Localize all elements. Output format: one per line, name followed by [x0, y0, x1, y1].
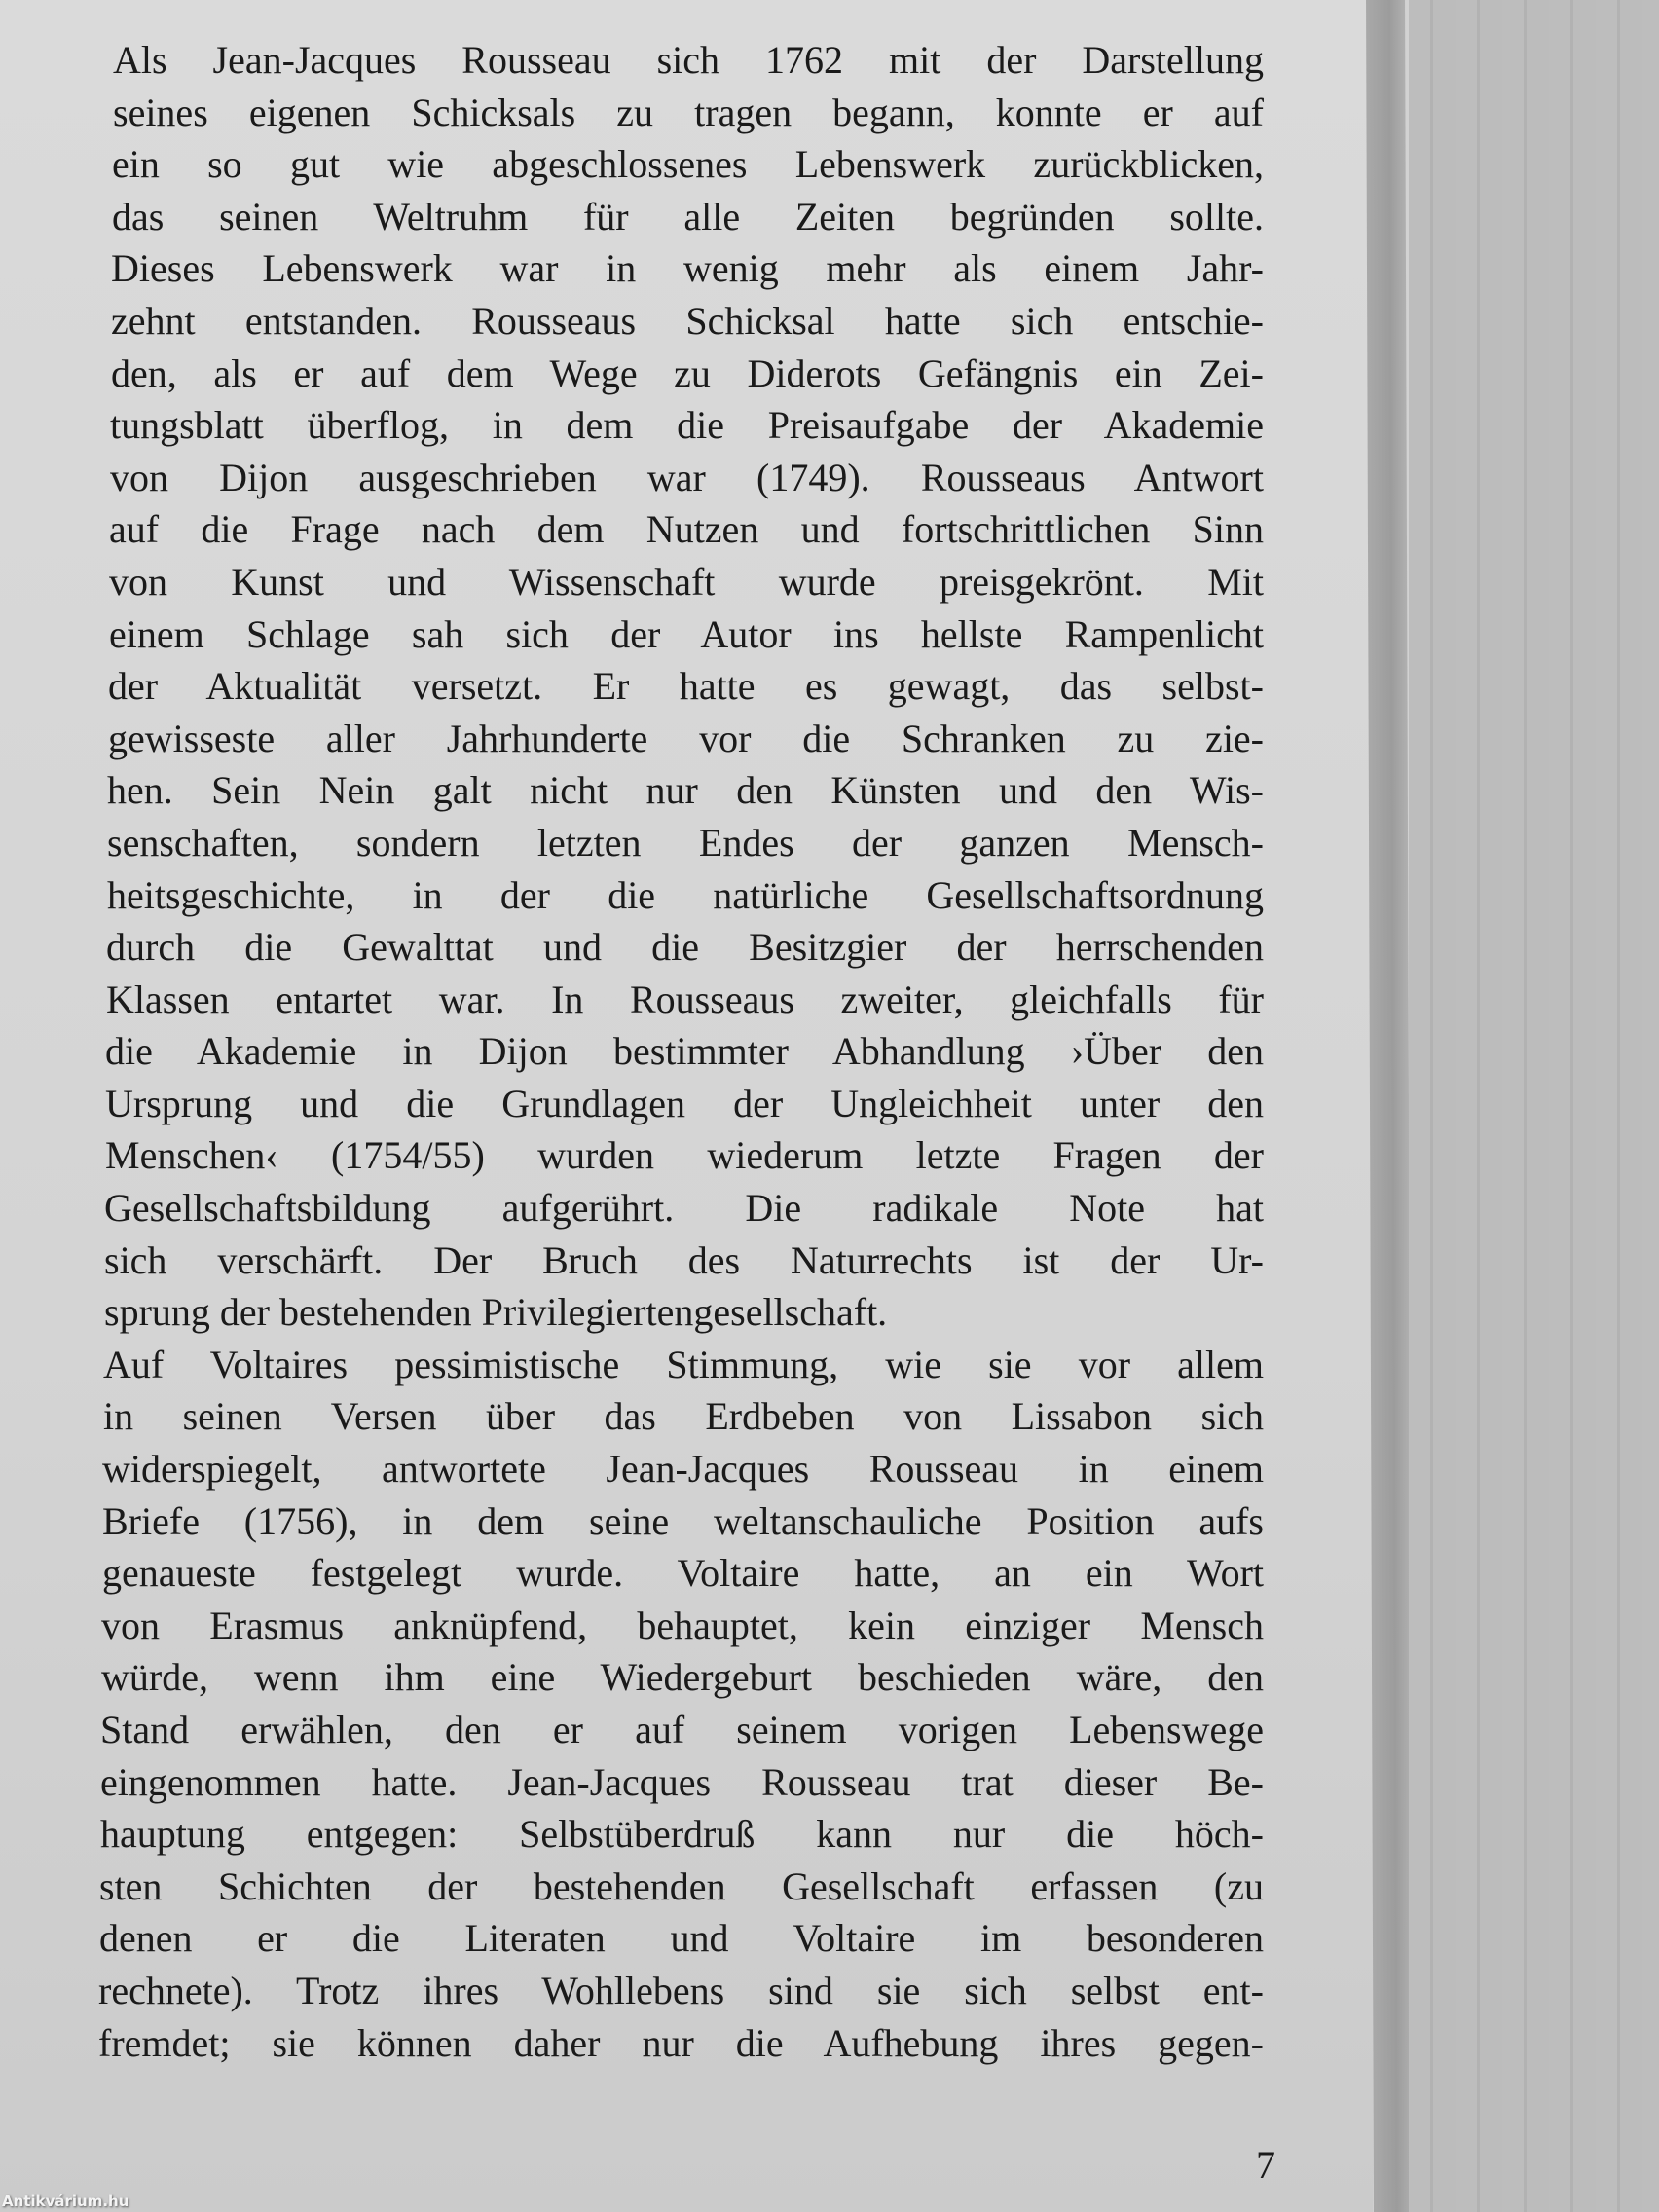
text-line: Dieses Lebenswerk war in wenig mehr als einem Jahr- — [111, 246, 1264, 291]
page-stack-edges — [1409, 0, 1659, 2212]
text-line: das seinen Weltruhm für alle Zeiten begründen sollte. — [112, 194, 1264, 239]
text-line: Ursprung und die Grundlagen der Ungleichheit unter den — [105, 1081, 1264, 1125]
text-line: durch die Gewalttat und die Besitzgier der herrschenden — [106, 925, 1264, 970]
text-line: Auf Voltaires pessimistische Stimmung, wie sie vor allem — [103, 1342, 1264, 1386]
text-line: sten Schichten der bestehenden Gesellschaft erfassen (zu — [99, 1863, 1264, 1908]
text-line: Gesellschaftsbildung aufgerührt. Die radikale Note hat — [104, 1186, 1264, 1231]
text-line: tungsblatt überflog, in dem die Preisaufgabe der Akademie — [110, 403, 1264, 448]
text-line: die Akademie in Dijon bestimmter Abhandlung ›Über den — [105, 1029, 1264, 1074]
watermark: Antikvárium.hu — [2, 2193, 129, 2210]
text-line: sprung der bestehenden Privilegiertengesellschaft. — [104, 1290, 888, 1335]
text-line: Briefe (1756), in dem seine weltanschauliche Position aufs — [102, 1498, 1264, 1543]
text-line: von Erasmus anknüpfend, behauptet, kein einziger Mensch — [101, 1603, 1264, 1647]
text-line: heitsgeschichte, in der die natürliche Gesellschaftsordnung — [107, 872, 1264, 917]
page-number: 7 — [1256, 2143, 1275, 2187]
text-line: widerspiegelt, antwortete Jean-Jacques Rousseau in einem — [102, 1447, 1264, 1492]
text-line: hen. Sein Nein galt nicht nur den Künsten und den Wis- — [107, 768, 1264, 813]
text-line: einem Schlage sah sich der Autor ins hellste Rampenlicht — [109, 611, 1264, 656]
text-line: hauptung entgegen: Selbstüberdruß kann nur die höch- — [100, 1812, 1264, 1857]
text-line: ein so gut wie abgeschlossenes Lebenswerk zurückblicken, — [112, 142, 1264, 187]
book-spine-edge — [1366, 0, 1413, 2212]
text-line: Menschen‹ (1754/55) wurden wiederum letzte Fragen der — [105, 1133, 1264, 1178]
text-line: gewisseste aller Jahrhunderte vor die Schranken zu zie- — [108, 716, 1264, 760]
text-line: von Dijon ausgeschrieben war (1749). Rousseaus Antwort — [110, 455, 1264, 499]
text-line: Stand erwählen, den er auf seinem vorigen Lebenswege — [100, 1708, 1264, 1751]
text-line: sich verschärft. Der Bruch des Naturrechts ist der Ur- — [104, 1237, 1264, 1282]
text-line: genaueste festgelegt wurde. Voltaire hatte, an ein Wort — [102, 1551, 1264, 1596]
text-line: eingenommen hatte. Jean-Jacques Rousseau trat dieser Be- — [100, 1759, 1264, 1804]
text-line: Klassen entartet war. In Rousseaus zweiter, gleichfalls für — [106, 977, 1264, 1021]
body-text — [98, 34, 1264, 2069]
text-line: den, als er auf dem Wege zu Diderots Gefängnis ein Zei- — [111, 350, 1264, 395]
text-line: senschaften, sondern letzten Endes der ganzen Mensch- — [107, 820, 1264, 865]
text-line: denen er die Literaten und Voltaire im besonderen — [99, 1916, 1264, 1961]
text-line: seines eigenen Schicksals zu tragen begann, konnte er auf — [113, 90, 1264, 134]
text-line: von Kunst und Wissenschaft wurde preisgekrönt. Mit — [109, 559, 1264, 604]
text-line: rechnete). Trotz ihres Wohllebens sind sie sich selbst ent- — [98, 1968, 1264, 2012]
text-line: Als Jean-Jacques Rousseau sich 1762 mit der Darstellung — [113, 38, 1264, 82]
text-line: in seinen Versen über das Erdbeben von Lissabon sich — [103, 1394, 1264, 1439]
text-line: zehnt entstanden. Rousseaus Schicksal hatte sich entschie- — [111, 298, 1264, 343]
text-line: fremdet; sie können daher nur die Aufhebung ihres gegen- — [98, 2020, 1264, 2065]
text-line: der Aktualität versetzt. Er hatte es gewagt, das selbst- — [108, 664, 1264, 709]
text-line: auf die Frage nach dem Nutzen und fortschrittlichen Sinn — [109, 507, 1264, 552]
text-line: würde, wenn ihm eine Wiedergeburt beschieden wäre, den — [101, 1655, 1264, 1700]
